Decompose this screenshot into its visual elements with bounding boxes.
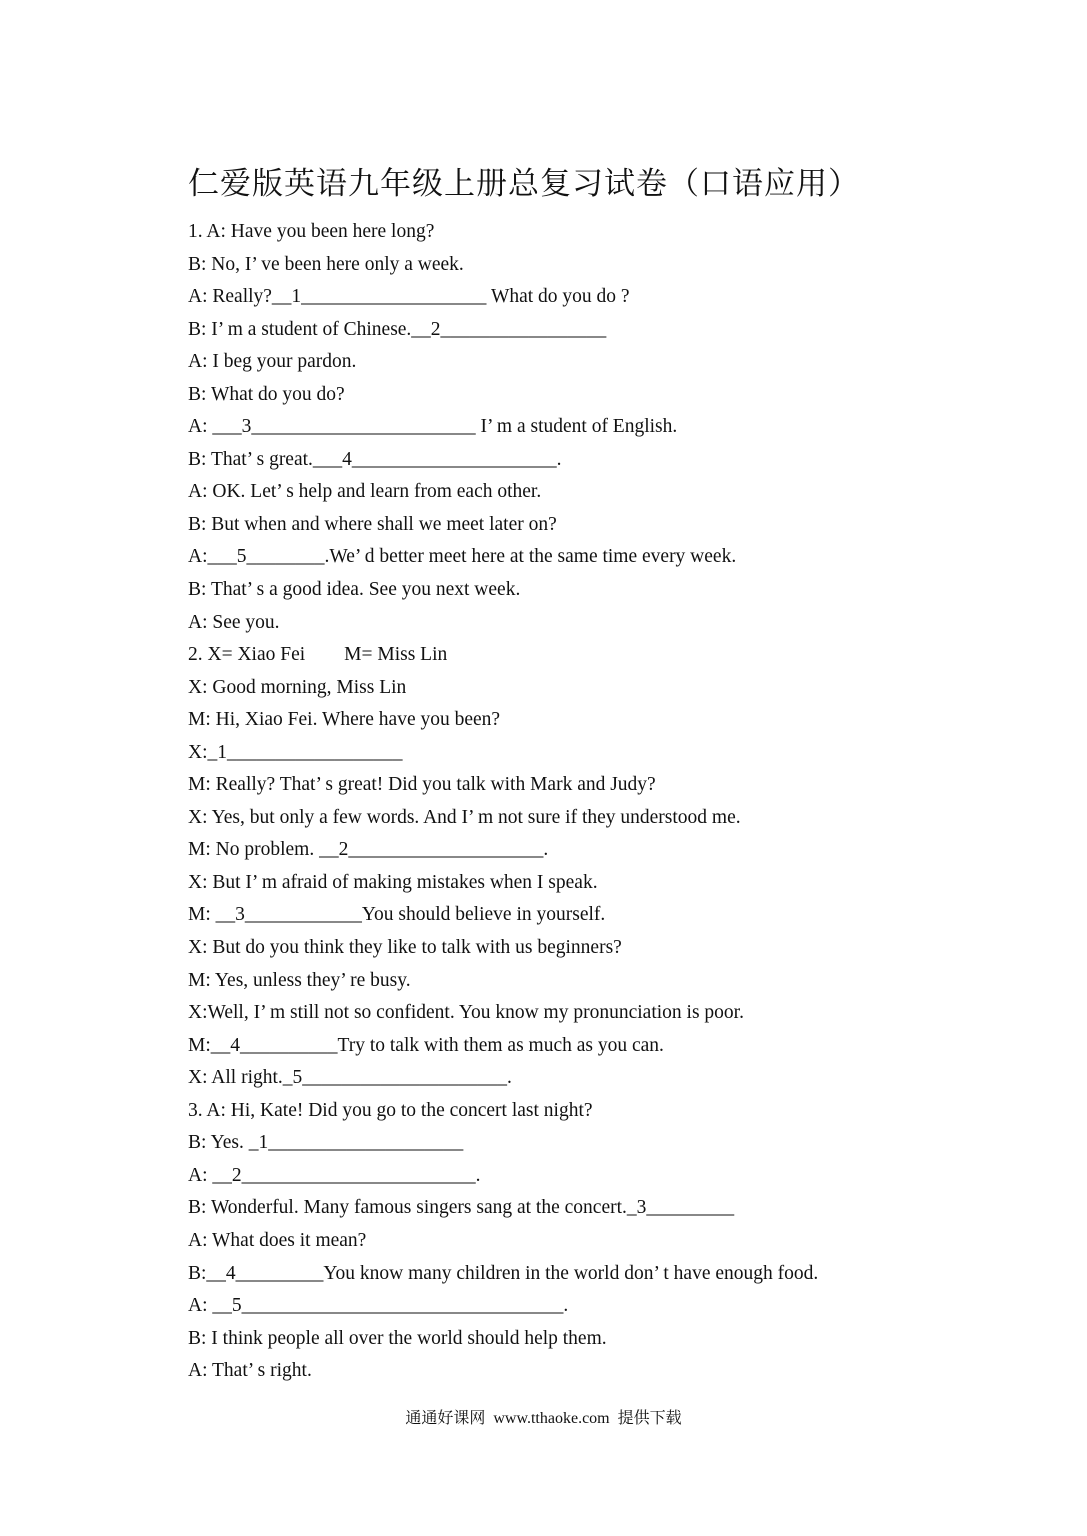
dialogue-line: B: What do you do? [188,383,345,405]
dialogue-line: M:__4__________Try to talk with them as much as you can. [188,1034,664,1056]
dialogue-line: M: Yes, unless they’ re busy. [188,969,411,991]
dialogue-line: A: What does it mean? [188,1229,367,1251]
dialogue-line: M: __3____________You should believe in yourself. [188,904,606,926]
dialogue-line: X: All right._5_____________________. [188,1067,512,1089]
dialogue-line: B: That’ s great.___4_____________________. [188,448,562,470]
dialogue-line: X:_1__________________ [188,741,403,763]
dialogue-line: A: __2________________________. [188,1164,481,1186]
dialogue-line: B: Yes. _1____________________ [188,1132,464,1154]
dialogue-line: B: Wonderful. Many famous singers sang at the concert._3_________ [188,1197,735,1219]
dialogue-line: M: Really? That’ s great! Did you talk with Mark and Judy? [188,774,656,796]
dialogue-line: A: See you. [188,611,280,633]
dialogue-line: A: ___3_______________________ I’ m a student of English. [188,416,678,438]
dialogue-line: A: Really?__1___________________ What do you do ? [188,286,630,308]
dialogue-line: X:Well, I’ m still not so confident. You know my pronunciation is poor. [188,1002,744,1024]
dialogue-line: X: Good morning, Miss Lin [188,676,407,698]
dialogue-line: B:__4_________You know many children in the world don’ t have enough food. [188,1262,819,1284]
dialogue-line: X: But do you think they like to talk with us beginners? [188,937,622,959]
dialogue-line: B: That’ s a good idea. See you next week. [188,579,521,601]
dialogue-line: B: I think people all over the world should help them. [188,1327,607,1349]
footer-note: 通通好课网 www.tthaoke.com 提供下载 [405,1410,682,1427]
dialogue-line: B: But when and where shall we meet later on? [188,513,557,535]
dialogue-lines [188,216,1048,1388]
dialogue-line: A: That’ s right. [188,1360,312,1382]
dialogue-line: A: OK. Let’ s help and learn from each other. [188,481,542,503]
dialogue-line: X: Yes, but only a few words. And I’ m not sure if they understood me. [188,806,741,828]
dialogue-line: 3. A: Hi, Kate! Did you go to the concert last night? [188,1099,593,1121]
dialogue-line: X: But I’ m afraid of making mistakes when I speak. [188,871,598,893]
dialogue-line: A:___5________.We’ d better meet here at the same time every week. [188,546,737,568]
dialogue-line: M: Hi, Xiao Fei. Where have you been? [188,709,501,731]
dialogue-line: B: I’ m a student of Chinese.__2_________________ [188,318,607,340]
dialogue-line: A: I beg your pardon. [188,351,357,373]
dialogue-line: M: No problem. __2____________________. [188,839,549,861]
dialogue-line: A: __5_________________________________. [188,1295,569,1317]
dialogue-line: B: No, I’ ve been here only a week. [188,253,464,275]
dialogue-line: 1. A: Have you been here long? [188,221,435,242]
page-title: 仁爱版英语九年级上册总复习试卷（口语应用） [188,166,860,202]
dialogue-line: 2. X= Xiao Fei M= Miss Lin [188,644,448,666]
